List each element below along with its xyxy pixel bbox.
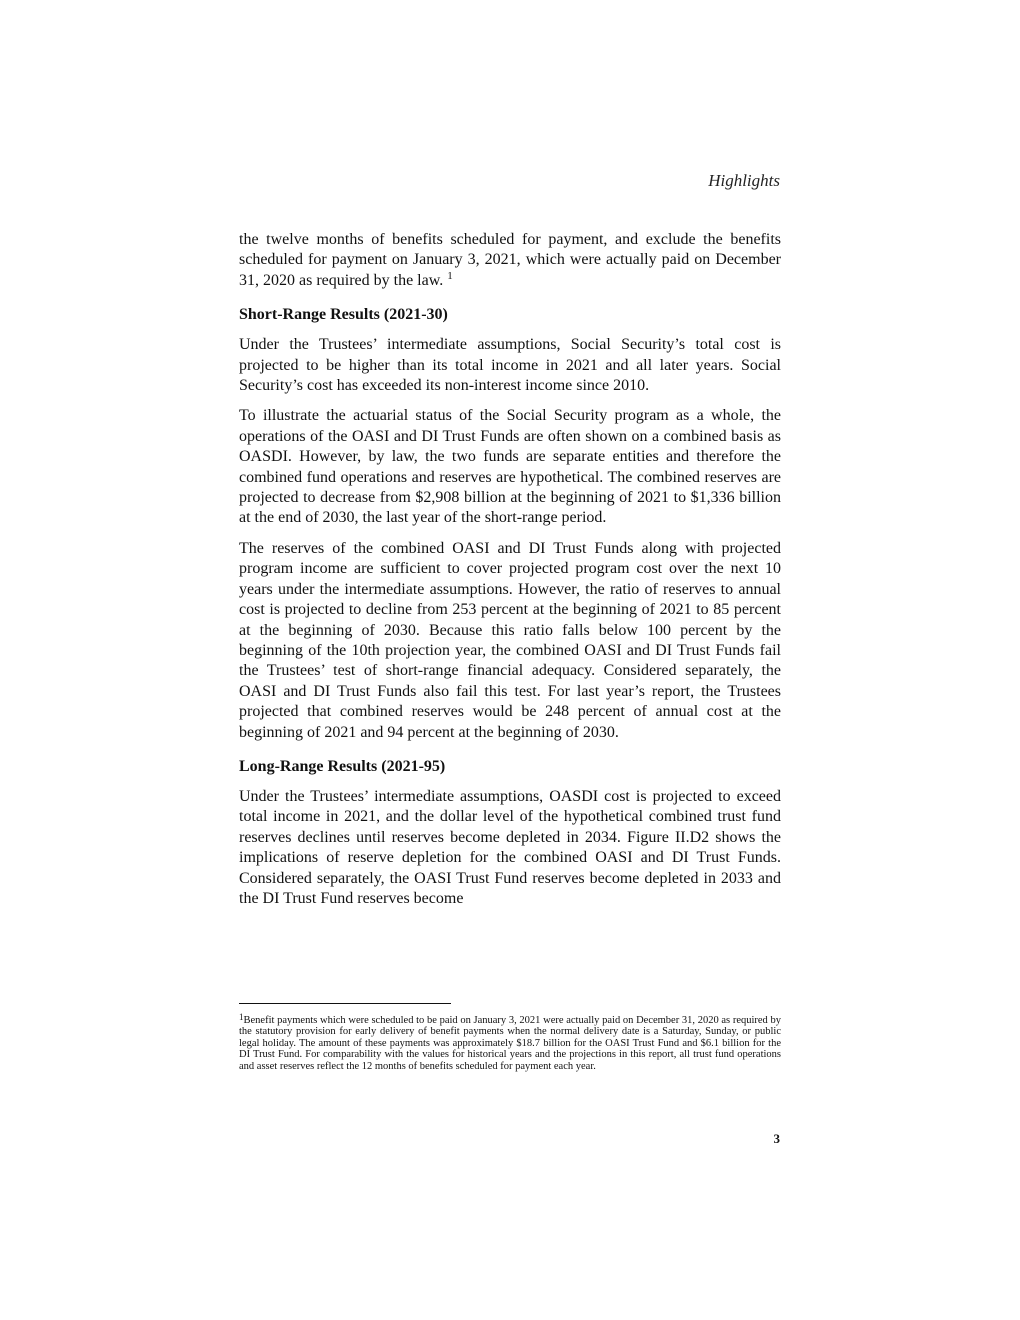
page-number: 3 (773, 1131, 780, 1146)
footnote-text: Benefit payments which were scheduled to be paid on January 3, 2021 were actually paid on December 31, 2020 as required by the statutory provision for early delivery of benefit payments when the normal delivery date is a Saturday, Sunday, or public legal holiday. The amount of these payments was approximately $18.7 billion for the OASI Trust Fund and $6.1 billion for the DI Trust Fund. For comparability with the values for historical years and the projections in this report, all trust fund operations and asset reserves reflect the 12 months of benefits scheduled for payment each year. (239, 1015, 781, 1072)
paragraph-cost-vs-income: Under the Trustees’ intermediate assumptions, Social Security’s total cost is projected to be higher than its total income in 2021 and all later years. Social Security’s cost has exceeded its non-interest income since 2010. (239, 336, 781, 395)
paragraph-continuation (239, 230, 781, 291)
paragraph-text: the twelve months of benefits scheduled for payment, and exclude the benefits scheduled for payment on January 3, 2021, which were actually paid on December 31, 2020 as required by the law. (239, 231, 781, 289)
footnote-reference[interactable]: 1 (447, 269, 453, 282)
paragraph-reserve-ratio: The reserves of the combined OASI and DI Trust Funds along with projected program income are sufficient to cover projected program cost over the next 10 years under the intermediate assumptions. However, the ratio of reserves to annual cost is projected to decline from 253 percent at the beginning of 2021 to 85 percent at the beginning of 2030. Because this ratio falls below 100 percent by the beginning of the 10th projection year, the combined OASI and DI Trust Funds fail the Trustees’ test of short-range financial adequacy. Considered separately, the OASI and DI Trust Funds also fail this test. For last year’s report, the Trustees projected that combined reserves would be 248 percent of annual cost at the beginning of 2021 and 94 percent at the beginning of 2030. (239, 539, 781, 741)
paragraph-long-range: Under the Trustees’ intermediate assumptions, OASDI cost is projected to exceed total income in 2021, and the dollar level of the hypothetical combined trust fund reserves declines until reserves become depleted in 2034. Figure II.D2 shows the implications of reserve depletion for the combined OASI and DI Trust Funds. Considered separately, the OASI Trust Fund reserves become depleted in 2033 and the DI Trust Fund reserves become (239, 787, 781, 907)
section-heading-long-range: Long-Range Results (2021-95) (239, 757, 446, 775)
main-content (239, 230, 781, 919)
footnote-divider (239, 1003, 451, 1004)
section-heading-short-range: Short-Range Results (2021-30) (239, 306, 448, 324)
footnote-marker: 1 (239, 1012, 244, 1022)
running-header-title: Highlights (708, 171, 780, 190)
paragraph-combined-basis: To illustrate the actuarial status of the Social Security program as a whole, the operations of the OASI and DI Trust Funds are often shown on a combined basis as OASDI. However, by law, the two funds are separate entities and therefore the combined fund operations and reserves are hypothetical. The combined reserves are projected to decrease from $2,908 billion at the beginning of 2021 to $1,336 billion at the end of 2030, the last year of the short-range period. (239, 407, 781, 527)
footnote (239, 1012, 781, 1072)
